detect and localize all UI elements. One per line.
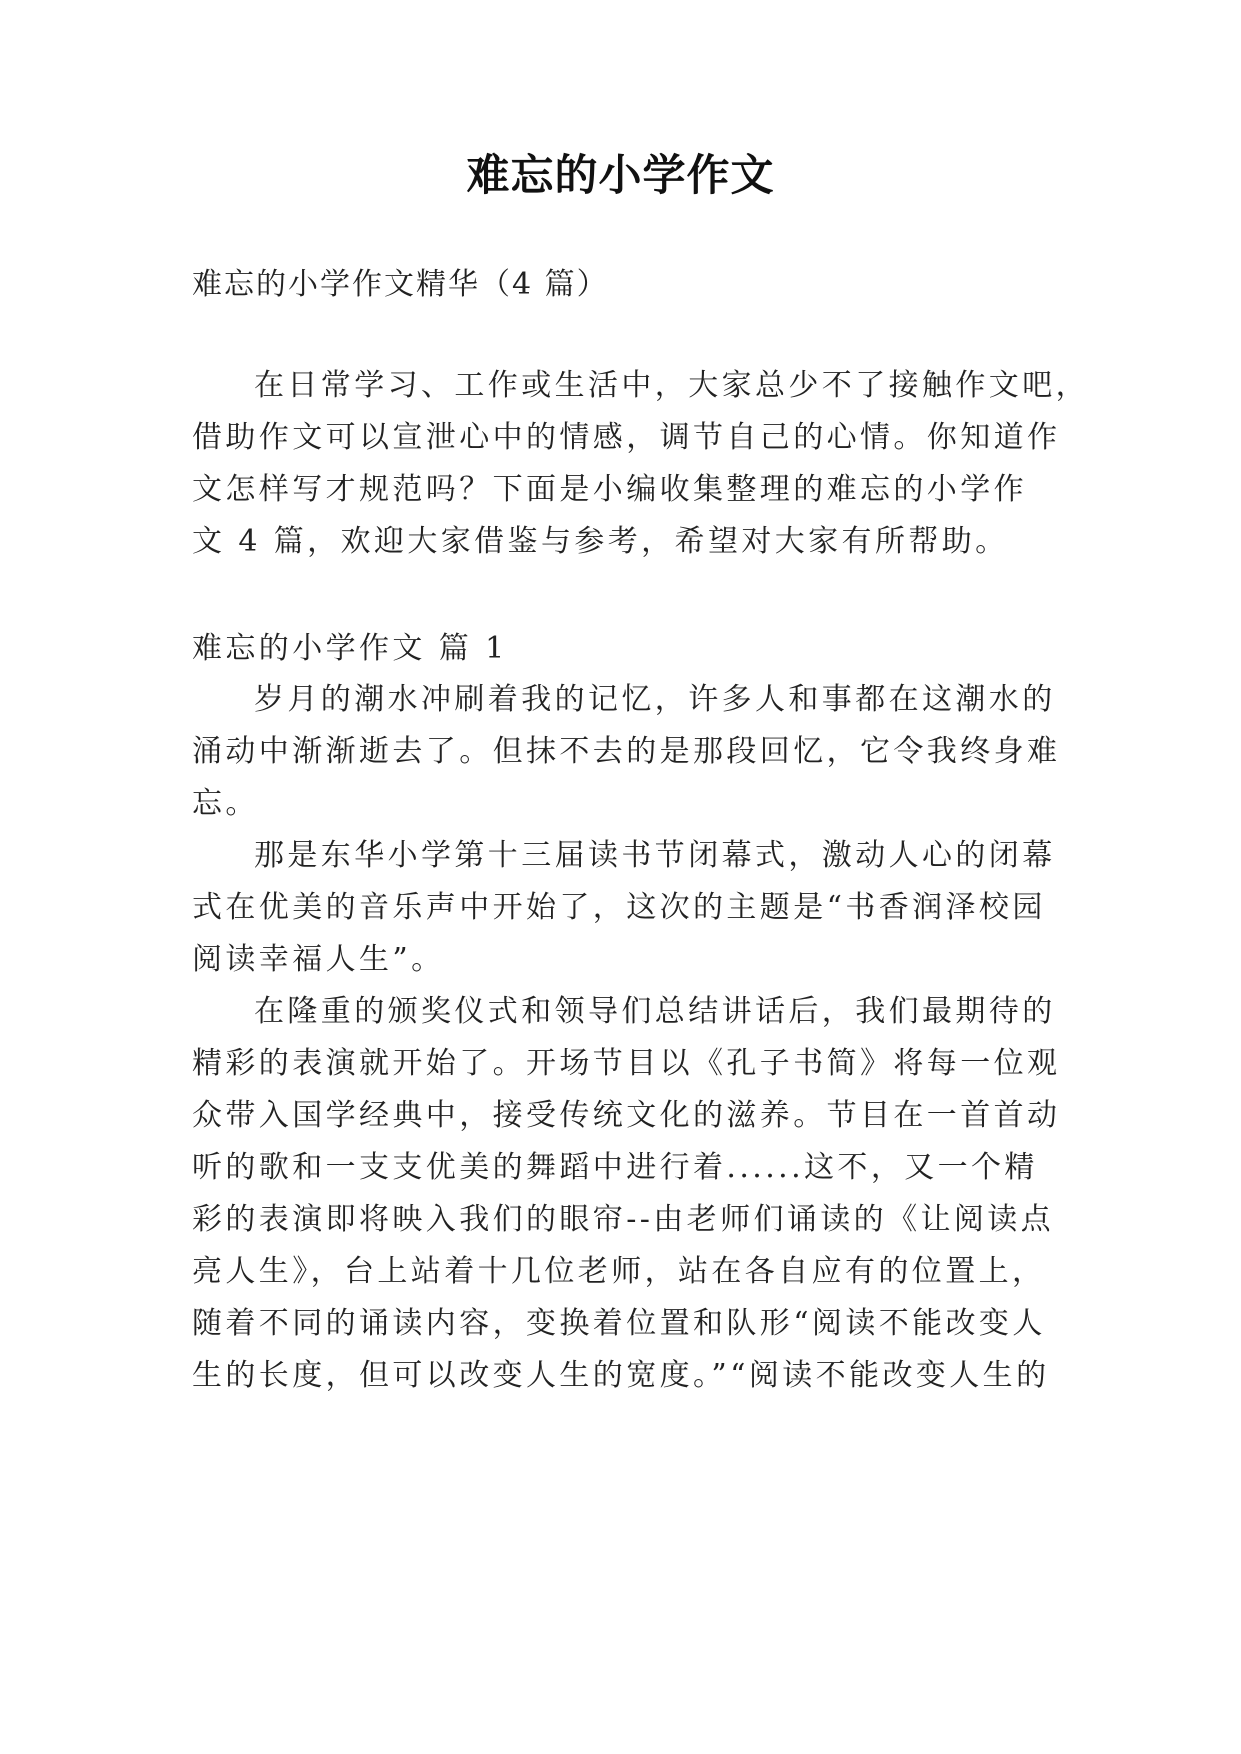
document-title: 难忘的小学作文 [466,151,775,201]
section-heading: 难忘的小学作文 篇 1 [192,631,508,666]
intro-line: 在日常学习、工作或生活中，大家总少不了接触作文吧， [254,368,1089,403]
paragraph-line: 精彩的表演就开始了。开场节目以《孔子书简》将每一位观 [192,1046,1061,1081]
intro-line: 文怎样写才规范吗？下面是小编收集整理的难忘的小学作 [192,472,1027,507]
paragraph-line: 听的歌和一支支优美的舞蹈中进行着......这不，又一个精 [192,1150,1038,1185]
paragraph-line: 生的长度，但可以改变人生的宽度。”“阅读不能改变人生的 [192,1358,1050,1393]
paragraph-line: 忘。 [192,786,259,821]
paragraph-line: 亮人生》，台上站着十几位老师，站在各自应有的位置上， [192,1254,1046,1289]
paragraph-line: 彩的表演即将映入我们的眼帘--由老师们诵读的《让阅读点 [192,1202,1055,1237]
paragraph-line: 式在优美的音乐声中开始了，这次的主题是“书香润泽校园 [192,890,1046,925]
paragraph-line: 在隆重的颁奖仪式和领导们总结讲话后，我们最期待的 [254,994,1056,1029]
paragraph-line: 众带入国学经典中，接受传统文化的滋养。节目在一首首动 [192,1098,1061,1133]
paragraph-line: 阅读幸福人生”。 [192,942,445,977]
intro-line: 文 4 篇，欢迎大家借鉴与参考，希望对大家有所帮助。 [192,524,1009,559]
paragraph-line: 随着不同的诵读内容，变换着位置和队形“阅读不能改变人 [192,1306,1046,1341]
paragraph-line: 那是东华小学第十三届读书节闭幕式，激动人心的闭幕 [254,838,1056,873]
paragraph-line: 岁月的潮水冲刷着我的记忆，许多人和事都在这潮水的 [254,682,1056,717]
document-subtitle: 难忘的小学作文精华（4 篇） [192,267,609,302]
intro-line: 借助作文可以宣泄心中的情感，调节自己的心情。你知道作 [192,420,1061,455]
paragraph-line: 涌动中渐渐逝去了。但抹不去的是那段回忆，它令我终身难 [192,734,1061,769]
